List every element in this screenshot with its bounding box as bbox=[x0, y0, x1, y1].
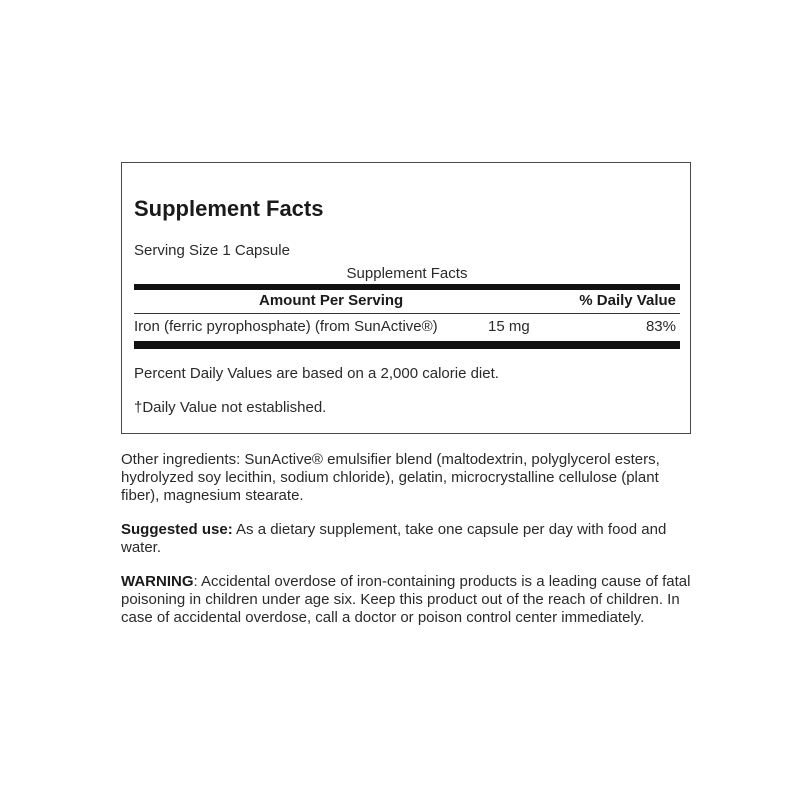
nutrient-amount: 15 mg bbox=[488, 318, 530, 335]
suggested-use-text: As a dietary supplement, take one capsule per day with food and water. bbox=[121, 521, 667, 556]
nutrient-daily-value: 83% bbox=[645, 318, 676, 335]
table-top-bar bbox=[134, 284, 680, 290]
header-divider bbox=[134, 313, 680, 314]
suggested-use-label: Suggested use: bbox=[121, 521, 233, 538]
table-bottom-bar bbox=[134, 341, 680, 349]
warning bbox=[121, 573, 691, 627]
other-ingredients: Other ingredients: SunActive® emulsifier blend (maltodextrin, polyglycerol esters, hydrolyzed soy lecithin, sodium chloride), gelatin, microcrystalline cellulose (plant fiber), magnesium stearate. bbox=[121, 451, 660, 504]
daily-value-footnote: Percent Daily Values are based on a 2,000 calorie diet. bbox=[134, 365, 499, 382]
header-daily-value: % Daily Value bbox=[579, 292, 676, 309]
serving-size: Serving Size 1 Capsule bbox=[134, 242, 290, 259]
not-established-footnote: †Daily Value not established. bbox=[134, 399, 327, 416]
supplement-facts-panel bbox=[121, 162, 691, 434]
warning-text: : Accidental overdose of iron-containing products is a leading cause of fatal poisoning in children under age six. Keep this product out of the reach of children. In case of accidental overdose, call a doctor or poison control center immediately. bbox=[121, 573, 691, 626]
facts-title: Supplement Facts bbox=[134, 196, 324, 221]
warning-label: WARNING bbox=[121, 573, 194, 590]
table-caption: Supplement Facts bbox=[346, 265, 468, 282]
header-amount-per-serving: Amount Per Serving bbox=[259, 292, 404, 309]
suggested-use bbox=[121, 521, 691, 557]
nutrient-name: Iron (ferric pyrophosphate) (from SunActive®) bbox=[134, 318, 438, 335]
